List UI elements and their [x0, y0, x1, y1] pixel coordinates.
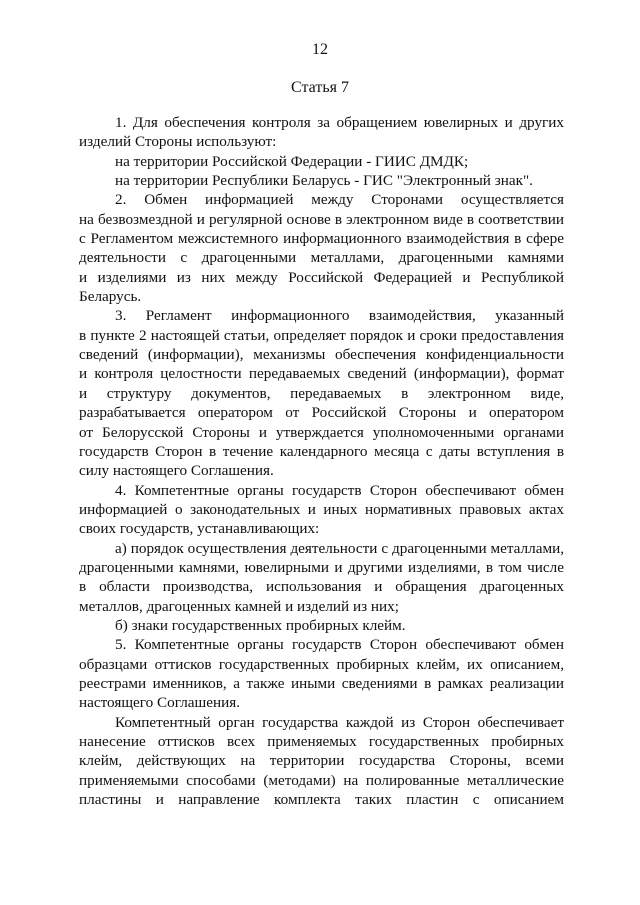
text-line: изделий Стороны используют: — [79, 133, 277, 151]
article-title: Статья 7 — [291, 79, 349, 96]
text-line: 4. Компетентные органы государств Сторон обеспечивают обмен — [115, 481, 564, 499]
text-line: образцами оттисков государственных пробирных клейм, их описанием, — [79, 655, 564, 673]
text-line: государств Сторон в течение календарного месяца с даты вступления в — [79, 442, 564, 460]
text-line: и структуру документов, передаваемых в электронном виде, — [79, 384, 564, 402]
text-line: на безвозмездной и регулярной основе в электронном виде в соответствии — [79, 210, 564, 228]
text-line: 3. Регламент информационного взаимодействия, указанный — [115, 307, 564, 325]
text-line: нанесение оттисков всех применяемых государственных пробирных — [79, 733, 564, 750]
text-line: от Белорусской Стороны и утверждается уполномоченными органами — [79, 423, 564, 441]
text-line: информацией о законодательных и иных нормативных правовых актах — [79, 500, 564, 518]
text-line: с Регламентом межсистемного информационного взаимодействия в сфере — [79, 230, 564, 248]
text-line: в пункте 2 настоящей статьи, определяет порядок и сроки предоставления — [79, 326, 564, 344]
text-line: клейм, действующих на территории государства Стороны, всеми — [79, 752, 564, 770]
text-line: Компетентный орган государства каждой из Сторон обеспечивает — [115, 713, 564, 731]
text-line: а) порядок осуществления деятельности с драгоценными металлами, — [115, 539, 564, 557]
text-line: на территории Республики Беларусь - ГИС "Электронный знак". — [115, 172, 533, 190]
text-line: на территории Российской Федерации - ГИИС ДМДК; — [115, 152, 469, 170]
text-line: настоящего Соглашения. — [79, 694, 240, 712]
text-line: металлов, драгоценных камней и изделий из них; — [79, 597, 399, 615]
text-line: и изделиями из них между Российской Федерацией и Республикой — [79, 268, 564, 286]
text-line: силу настоящего Соглашения. — [79, 462, 274, 480]
text-line: 2. Обмен информацией между Сторонами осуществляется — [115, 191, 564, 209]
text-line: реестрами именников, а также иными сведениями в рамках реализации — [79, 674, 564, 692]
article-body — [79, 113, 564, 809]
text-line: 1. Для обеспечения контроля за обращением ювелирных и других — [115, 114, 564, 131]
text-line: б) знаки государственных пробирных клейм. — [115, 616, 406, 634]
text-line: деятельности с драгоценными металлами, драгоценными камнями — [79, 249, 564, 267]
text-line: в области производства, использования и обращения драгоценных — [79, 578, 564, 596]
text-line: 5. Компетентные органы государств Сторон обеспечивают обмен — [115, 636, 564, 654]
text-line: и контроля целостности передаваемых сведений (информации), формат — [79, 365, 564, 383]
text-line: пластины и направление комплекта таких пластин с описанием — [79, 791, 564, 809]
text-line: сведений (информации), механизмы обеспечения конфиденциальности — [79, 346, 564, 364]
text-line: Беларусь. — [79, 288, 142, 306]
text-line: разрабатывается оператором от Российской Стороны и оператором — [79, 404, 564, 422]
text-line: применяемыми способами (методами) на полированные металлические — [79, 771, 564, 789]
page-number: 12 — [312, 41, 328, 58]
text-line: драгоценными камнями, ювелирными и другими изделиями, в том числе — [79, 558, 564, 576]
text-line: своих государств, устанавливающих: — [79, 520, 320, 538]
